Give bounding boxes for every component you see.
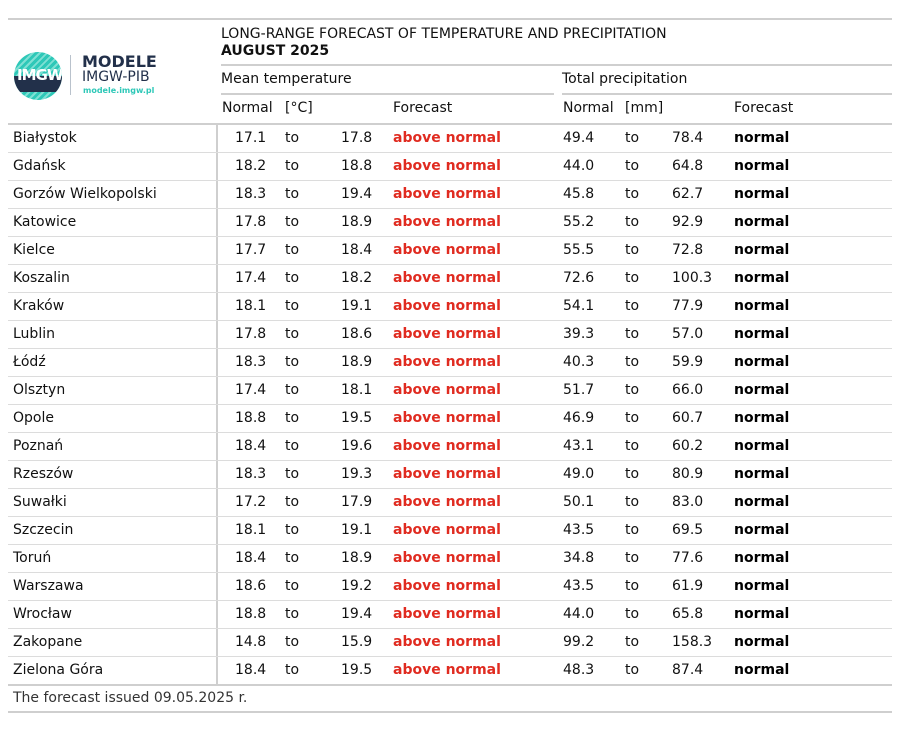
temp-forecast: above normal	[393, 382, 501, 398]
temp-normal-low: 18.4	[235, 550, 267, 566]
temp-range-to: to	[285, 634, 300, 650]
temp-forecast: above normal	[393, 466, 501, 482]
city-name: Poznań	[13, 438, 64, 454]
temp-normal-high: 18.8	[341, 158, 373, 174]
temp-range-to: to	[285, 466, 300, 482]
precip-range-to: to	[625, 578, 640, 594]
imgw-emblem-icon	[14, 52, 62, 100]
temp-normal-low: 18.1	[235, 522, 267, 538]
table-row	[8, 544, 892, 573]
city-name: Zakopane	[13, 634, 83, 650]
temp-normal-high: 18.4	[341, 242, 373, 258]
temp-forecast: above normal	[393, 410, 501, 426]
precip-range-to: to	[625, 130, 640, 146]
temp-normal-low: 18.4	[235, 662, 267, 678]
city-name: Zielona Góra	[13, 662, 104, 678]
report-period: AUGUST 2025	[221, 43, 330, 59]
city-name: Łódź	[13, 354, 46, 370]
temp-forecast: above normal	[393, 438, 501, 454]
table-row	[8, 208, 892, 237]
precip-normal-low: 50.1	[563, 494, 595, 510]
imgw-modele-logo	[14, 50, 164, 102]
temp-normal-high: 18.6	[341, 326, 373, 342]
temp-normal-high: 19.1	[341, 298, 373, 314]
report-title: LONG-RANGE FORECAST OF TEMPERATURE AND PRECIPITATION	[221, 26, 667, 42]
precip-range-to: to	[625, 606, 640, 622]
precip-range-to: to	[625, 634, 640, 650]
table-row	[8, 628, 892, 657]
precip-forecast: normal	[734, 662, 790, 678]
temp-normal-low: 18.6	[235, 578, 267, 594]
precip-normal-low: 46.9	[563, 410, 595, 426]
bottom-rule	[8, 711, 892, 713]
temp-range-to: to	[285, 130, 300, 146]
precip-range-to: to	[625, 466, 640, 482]
table-row	[8, 292, 892, 321]
precip-normal-low: 49.4	[563, 130, 595, 146]
table-row	[8, 348, 892, 377]
precip-normal-high: 83.0	[672, 494, 704, 510]
precip-normal-high: 69.5	[672, 522, 704, 538]
precipitation-group-rule	[562, 93, 892, 95]
precip-normal-low: 54.1	[563, 298, 595, 314]
precip-normal-low: 45.8	[563, 186, 595, 202]
precip-normal-high: 65.8	[672, 606, 704, 622]
title-rule	[221, 64, 892, 66]
precip-range-to: to	[625, 354, 640, 370]
temp-normal-high: 19.3	[341, 466, 373, 482]
temp-range-to: to	[285, 494, 300, 510]
precip-range-to: to	[625, 494, 640, 510]
precip-normal-low: 55.5	[563, 242, 595, 258]
precip-normal-header: Normal	[563, 100, 614, 116]
city-name: Białystok	[13, 130, 77, 146]
precip-forecast: normal	[734, 326, 790, 342]
city-name: Kraków	[13, 298, 65, 314]
city-name: Katowice	[13, 214, 77, 230]
logo-mark: IMGW	[17, 66, 62, 84]
table-row	[8, 488, 892, 517]
temp-forecast: above normal	[393, 662, 501, 678]
temp-range-to: to	[285, 606, 300, 622]
precip-forecast: normal	[734, 438, 790, 454]
table-row	[8, 600, 892, 629]
precip-range-to: to	[625, 270, 640, 286]
precip-normal-high: 87.4	[672, 662, 704, 678]
temp-normal-low: 17.8	[235, 214, 267, 230]
precip-normal-high: 100.3	[672, 270, 713, 286]
temp-range-to: to	[285, 214, 300, 230]
precip-range-to: to	[625, 326, 640, 342]
city-name: Suwałki	[13, 494, 67, 510]
precip-forecast: normal	[734, 130, 790, 146]
temp-normal-low: 18.1	[235, 298, 267, 314]
temp-forecast: above normal	[393, 214, 501, 230]
temperature-group-header: Mean temperature	[221, 71, 352, 87]
precip-forecast: normal	[734, 354, 790, 370]
temp-forecast: above normal	[393, 634, 501, 650]
precip-forecast: normal	[734, 578, 790, 594]
temp-normal-high: 18.9	[341, 214, 373, 230]
precip-forecast: normal	[734, 606, 790, 622]
temp-forecast: above normal	[393, 354, 501, 370]
city-name: Gorzów Wielkopolski	[13, 186, 157, 202]
city-name: Gdańsk	[13, 158, 66, 174]
temp-normal-low: 17.4	[235, 382, 267, 398]
precip-forecast: normal	[734, 242, 790, 258]
precip-range-to: to	[625, 158, 640, 174]
precip-forecast: normal	[734, 466, 790, 482]
temp-range-to: to	[285, 298, 300, 314]
precip-normal-high: 77.6	[672, 550, 704, 566]
precip-normal-high: 158.3	[672, 634, 713, 650]
precip-forecast: normal	[734, 298, 790, 314]
temp-forecast: above normal	[393, 130, 501, 146]
temp-forecast: above normal	[393, 298, 501, 314]
precip-normal-low: 72.6	[563, 270, 595, 286]
precip-normal-low: 48.3	[563, 662, 595, 678]
city-name: Opole	[13, 410, 54, 426]
temp-range-to: to	[285, 158, 300, 174]
precip-normal-low: 99.2	[563, 634, 595, 650]
precip-normal-high: 59.9	[672, 354, 704, 370]
temp-normal-high: 17.9	[341, 494, 373, 510]
precip-forecast-header: Forecast	[734, 100, 794, 116]
precip-forecast: normal	[734, 550, 790, 566]
precip-normal-high: 77.9	[672, 298, 704, 314]
precip-range-to: to	[625, 186, 640, 202]
precip-unit-header: [mm]	[625, 100, 664, 116]
issue-date-note: The forecast issued 09.05.2025 r.	[13, 690, 248, 706]
city-name: Wrocław	[13, 606, 72, 622]
temp-range-to: to	[285, 438, 300, 454]
table-row	[8, 236, 892, 265]
precip-forecast: normal	[734, 522, 790, 538]
temp-forecast: above normal	[393, 494, 501, 510]
city-name: Koszalin	[13, 270, 70, 286]
precip-range-to: to	[625, 550, 640, 566]
city-name: Olsztyn	[13, 382, 66, 398]
temp-normal-high: 19.1	[341, 522, 373, 538]
table-row	[8, 516, 892, 545]
temp-forecast: above normal	[393, 242, 501, 258]
temp-normal-high: 15.9	[341, 634, 373, 650]
precip-normal-high: 80.9	[672, 466, 704, 482]
precip-normal-high: 60.2	[672, 438, 704, 454]
precip-normal-low: 43.5	[563, 522, 595, 538]
temp-forecast: above normal	[393, 550, 501, 566]
precip-normal-high: 64.8	[672, 158, 704, 174]
precip-normal-high: 62.7	[672, 186, 704, 202]
temp-range-to: to	[285, 326, 300, 342]
temp-range-to: to	[285, 242, 300, 258]
table-row	[8, 264, 892, 293]
precip-normal-high: 60.7	[672, 410, 704, 426]
temperature-group-rule	[221, 93, 554, 95]
temp-normal-high: 19.6	[341, 438, 373, 454]
precip-normal-low: 49.0	[563, 466, 595, 482]
table-bottom-rule	[8, 684, 892, 686]
temp-normal-low: 18.8	[235, 410, 267, 426]
temp-range-to: to	[285, 662, 300, 678]
city-name: Toruń	[13, 550, 52, 566]
temp-normal-high: 19.2	[341, 578, 373, 594]
precip-forecast: normal	[734, 214, 790, 230]
table-row	[8, 376, 892, 405]
precip-range-to: to	[625, 214, 640, 230]
precip-normal-high: 66.0	[672, 382, 704, 398]
temp-normal-low: 18.2	[235, 158, 267, 174]
temp-normal-high: 19.5	[341, 410, 373, 426]
temp-normal-high: 19.4	[341, 606, 373, 622]
temp-normal-header: Normal	[222, 100, 273, 116]
precip-normal-low: 43.5	[563, 578, 595, 594]
temp-range-to: to	[285, 354, 300, 370]
precip-range-to: to	[625, 242, 640, 258]
temp-normal-low: 18.3	[235, 354, 267, 370]
precip-normal-high: 78.4	[672, 130, 704, 146]
precip-normal-high: 72.8	[672, 242, 704, 258]
precip-forecast: normal	[734, 410, 790, 426]
table-row	[8, 460, 892, 489]
precip-normal-low: 44.0	[563, 158, 595, 174]
table-row	[8, 572, 892, 601]
top-rule	[8, 18, 892, 20]
table-row	[8, 432, 892, 461]
precip-forecast: normal	[734, 158, 790, 174]
precip-normal-low: 55.2	[563, 214, 595, 230]
logo-url: modele.imgw.pl	[83, 86, 155, 95]
temp-normal-low: 18.3	[235, 466, 267, 482]
table-row	[8, 124, 892, 153]
precip-normal-high: 57.0	[672, 326, 704, 342]
precip-range-to: to	[625, 522, 640, 538]
table-row	[8, 180, 892, 209]
city-name: Szczecin	[13, 522, 74, 538]
temp-normal-high: 18.9	[341, 550, 373, 566]
temp-normal-high: 19.4	[341, 186, 373, 202]
temp-normal-low: 17.1	[235, 130, 267, 146]
city-name: Rzeszów	[13, 466, 74, 482]
temp-range-to: to	[285, 382, 300, 398]
table-row	[8, 404, 892, 433]
city-name: Warszawa	[13, 578, 84, 594]
precip-range-to: to	[625, 382, 640, 398]
temp-normal-low: 17.4	[235, 270, 267, 286]
temp-forecast: above normal	[393, 158, 501, 174]
precip-normal-high: 61.9	[672, 578, 704, 594]
precip-forecast: normal	[734, 634, 790, 650]
temp-normal-low: 17.8	[235, 326, 267, 342]
precip-range-to: to	[625, 438, 640, 454]
temp-forecast: above normal	[393, 606, 501, 622]
precip-range-to: to	[625, 662, 640, 678]
temp-normal-low: 18.8	[235, 606, 267, 622]
temp-normal-low: 18.4	[235, 438, 267, 454]
temp-range-to: to	[285, 410, 300, 426]
temp-normal-high: 19.5	[341, 662, 373, 678]
table-row	[8, 656, 892, 684]
table-row	[8, 152, 892, 181]
precip-normal-low: 43.1	[563, 438, 595, 454]
temp-range-to: to	[285, 578, 300, 594]
precip-range-to: to	[625, 410, 640, 426]
precipitation-group-header: Total precipitation	[562, 71, 688, 87]
city-name: Lublin	[13, 326, 55, 342]
precip-forecast: normal	[734, 186, 790, 202]
temp-normal-low: 14.8	[235, 634, 267, 650]
temp-range-to: to	[285, 186, 300, 202]
precip-range-to: to	[625, 298, 640, 314]
precip-normal-low: 39.3	[563, 326, 595, 342]
temp-forecast: above normal	[393, 578, 501, 594]
temp-range-to: to	[285, 522, 300, 538]
temp-normal-high: 18.9	[341, 354, 373, 370]
precip-forecast: normal	[734, 382, 790, 398]
logo-org: IMGW-PIB	[82, 69, 150, 85]
temp-range-to: to	[285, 550, 300, 566]
temp-forecast: above normal	[393, 522, 501, 538]
precip-normal-low: 44.0	[563, 606, 595, 622]
temp-normal-high: 18.1	[341, 382, 373, 398]
precip-normal-low: 40.3	[563, 354, 595, 370]
temp-normal-low: 18.3	[235, 186, 267, 202]
temp-range-to: to	[285, 270, 300, 286]
temp-forecast-header: Forecast	[393, 100, 453, 116]
precip-forecast: normal	[734, 270, 790, 286]
temp-forecast: above normal	[393, 326, 501, 342]
precip-normal-low: 51.7	[563, 382, 595, 398]
logo-name: MODELE	[82, 52, 157, 71]
table-row	[8, 320, 892, 349]
temp-forecast: above normal	[393, 270, 501, 286]
precip-forecast: normal	[734, 494, 790, 510]
precip-normal-low: 34.8	[563, 550, 595, 566]
temp-normal-low: 17.7	[235, 242, 267, 258]
temp-normal-low: 17.2	[235, 494, 267, 510]
temp-normal-high: 17.8	[341, 130, 373, 146]
temp-forecast: above normal	[393, 186, 501, 202]
city-name: Kielce	[13, 242, 55, 258]
temp-unit-header: [°C]	[285, 100, 313, 116]
temp-normal-high: 18.2	[341, 270, 373, 286]
precip-normal-high: 92.9	[672, 214, 704, 230]
